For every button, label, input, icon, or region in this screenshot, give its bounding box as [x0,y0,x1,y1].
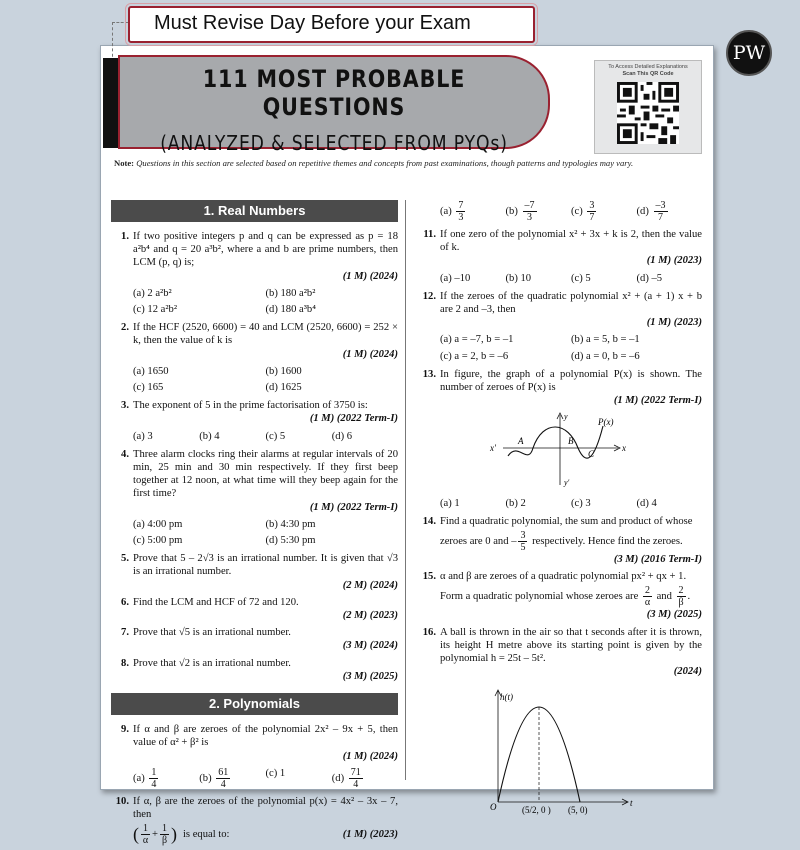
conjunction: and [656,591,672,603]
option: (d) –5 [636,272,663,284]
question-text: If two positive integers p and q can be expressed as p = 18 a²b⁴ and q = 20 a³b², where a and b are prime numbers, then LCM (p, q) is; [133,231,398,269]
t-axis-label: t [630,798,633,809]
question-number: 2. [121,322,129,334]
question-text: Find the LCM and HCF of 72 and 120. [133,596,299,608]
fraction [677,585,686,608]
question-number: 10. [115,795,129,807]
option: (c) 5:00 pm [133,535,183,547]
option: (b) 1600 [265,365,302,377]
x-label: x [622,443,626,454]
marks: (3 M) (2016 Term-I) [613,554,702,566]
marks: (1 M) (2023) [342,829,398,840]
question [111,723,398,763]
question-number: 6. [121,596,129,608]
question-text: Prove that √5 is an irrational number. [133,627,291,639]
fraction [216,767,230,790]
note-text: Questions in this section are selected based on repetitive themes and concepts from past examinations, though patterns and typologies may vary. [136,158,634,168]
question [111,230,398,283]
question [418,228,702,268]
marks: (1 M) (2023) [646,255,702,267]
option: (b) 4 [199,430,220,442]
fraction [141,823,150,846]
denominator: α [644,597,651,609]
denominator: 7 [658,212,664,223]
option: (d) 6 [331,430,353,442]
tagline: Must Revise Day Before your Exam [154,12,471,34]
option-label: (b) [199,772,212,784]
note [114,158,714,168]
marks: (1 M) (2024) [342,270,398,282]
point-a-label: A [518,436,524,447]
question-text: The exponent of 5 in the prime factorisation of 3750 is: [133,400,368,412]
qr-caption-2: Scan This QR Code [622,71,674,77]
option: (a) –10 [440,272,471,284]
paren-close: ) [170,824,177,844]
numerator: 1 [151,766,157,778]
denominator: 5 [520,542,526,554]
question-text: zeroes are 0 and [440,535,509,547]
denominator: 7 [589,212,595,223]
minus-sign: – [511,535,517,547]
option-label: (d) [636,205,649,217]
question [418,290,702,330]
question-number: 15. [422,571,436,583]
option-label: (b) [505,205,518,217]
marks: (1 M) (2022 Term-I) [309,501,398,513]
question [111,552,398,592]
denominator: 4 [220,778,226,790]
projectile-graph [418,682,702,814]
polynomial-graph [418,411,702,489]
question-text: Three alarm clocks ring their alarms at regular intervals of 20 min, 25 min and 30 min respectively. If they first beep together at 12 noon, at what time will they beep again for the first time? [133,448,398,500]
options [133,430,398,443]
option [571,200,637,223]
qr-caption: To Access Detailed Explanations [608,64,688,70]
denominator: β [161,835,168,847]
question [111,657,398,683]
page-subtitle: (ANALYZED & SELECTED FROM PYQs) [160,131,508,155]
option: (a) 1650 [133,365,169,377]
question-number: 7. [121,627,129,639]
option: (d) 1625 [265,382,302,394]
fraction [149,767,158,790]
question [111,626,398,652]
numerator: –3 [655,200,666,211]
question-text: In figure, the graph of a polynomial P(x) is shown. The number of zeroes of P(x) is [440,368,702,394]
option: (c) 3 [571,497,591,509]
question-number: 9. [121,724,129,736]
marks: (2 M) (2024) [342,579,398,591]
question [418,626,702,679]
option: (a) 2 a²b² [133,287,172,299]
marks: (1 M) (2022 Term-I) [613,395,702,407]
option: (b) 4:30 pm [265,518,316,530]
section-heading: 2. Polynomials [111,693,398,715]
marks: (2024) [673,666,702,678]
denominator: 4 [353,778,359,790]
numerator: 7 [458,200,464,211]
question-text: If α, β are the zeroes of the polynomial p(x) = 4x² – 3x – 7, then [133,795,398,820]
fraction [643,585,652,608]
denominator: 3 [527,212,533,223]
fraction [160,823,169,846]
option: (a) 1 [440,497,460,509]
marks: (1 M) (2024) [342,750,398,762]
numerator: 2 [678,585,684,597]
question [111,448,398,514]
question: 15. α and β are zeroes of a quadratic polynomial px² + qx + 1. Form a quadratic polynomial whose zeroes are $\frac{2}{\alpha}$ and $\frac{2}{\beta}$ . (3 M) (2025) [418,570,702,621]
marks: (3 M) (2025) [342,670,398,682]
options [440,333,702,362]
left-column [111,200,398,850]
options [440,497,702,510]
option: (c) 5 [571,272,591,284]
option: (c) 12 a²b² [133,304,177,316]
numerator: 1 [161,823,167,835]
h-axis-label: h(t) [500,692,513,703]
marks: (2 M) (2023) [342,610,398,622]
option: (d) 4 [636,497,657,509]
x-prime-label: x′ [490,443,496,454]
numerator: 3 [520,530,526,542]
numerator: 3 [589,200,595,211]
question-text: α and β are zeroes of a quadratic polynomial px² + qx + 1. [440,571,687,583]
option: (b) a = 5, b = –1 [571,334,640,346]
marks: (1 M) (2023) [646,317,702,329]
marks: (1 M) (2022 Term-I) [309,413,398,425]
options [440,272,702,285]
options [133,767,398,790]
question-text: If one zero of the polynomial x² + 3x + k is 2, then the value of k. [440,229,702,254]
numerator: 2 [644,585,650,597]
numerator: 71 [350,766,361,778]
fraction [654,200,668,223]
option: (c) a = 2, b = –6 [440,350,509,362]
question-text: respectively. Hence find the zeroes. [532,535,683,547]
question [418,515,702,566]
question-number: 5. [121,553,129,565]
option: (a) a = –7, b = –1 [440,334,514,346]
question-number: 14. [422,515,436,527]
curve-label: P(x) [598,417,614,428]
fraction [523,200,537,223]
question [111,596,398,622]
question-text: Find a quadratic polynomial, the sum and product of whose [440,515,693,527]
question-text: Form a quadratic polynomial whose zeroes are [440,591,639,603]
option [440,200,506,223]
paren-open: ( [133,824,139,844]
question-text: If α and β are zeroes of the polynomial 2x² – 9x + 5, then value of α² + β² is [133,724,398,749]
option: (b) 10 [505,272,532,284]
option [199,767,265,790]
qr-panel[interactable] [594,60,702,154]
question [418,368,702,408]
numerator: –7 [524,200,535,211]
fraction [349,767,363,790]
connector-line [112,22,113,62]
marks: (3 M) (2025) [646,609,702,621]
question-number: 8. [121,657,129,669]
page-title: 111 MOST PROBABLE QUESTIONS [202,65,466,121]
option-label: (d) [331,772,345,784]
option [133,767,199,790]
numerator: 1 [143,823,148,835]
option: (b) 2 [505,497,526,509]
option-label: (a) [440,205,452,217]
fraction [587,200,596,223]
question-number: 3. [121,400,129,412]
question: 10. If α, β are the zeroes of the polynomial p(x) = 4x² – 3x – 7, then ( $\frac{1}{\alpha}$ + $\frac{1}{\beta}$ ) is equal to: (1 M) (2023) [111,795,398,846]
note-label: Note: [114,158,135,168]
origin-label: O [490,802,497,813]
brand-logo: PW [726,30,772,76]
question-number: 12. [422,290,436,302]
marks: (3 M) (2024) [342,640,398,652]
denominator: β [678,597,684,609]
right-column [418,200,702,819]
point-label: (5/2, 0 ) [522,805,551,816]
options [133,287,398,316]
question [111,399,398,425]
question [111,321,398,361]
y-label: y [564,412,568,422]
denominator: 4 [151,778,157,790]
options [440,200,702,223]
option [332,767,398,790]
question-number: 4. [121,448,129,460]
fraction [456,200,465,223]
section-heading: 1. Real Numbers [111,200,398,222]
option: (c) 165 [133,382,164,394]
denominator: α [142,835,149,847]
option: (d) 180 a³b⁴ [265,304,316,316]
question-number: 13. [422,368,436,380]
question-text: If the zeroes of the quadratic polynomial x² + (a + 1) x + b are 2 and –3, then [440,290,702,316]
option [637,200,703,223]
column-divider [405,200,406,780]
option: (d) a = 0, b = –6 [571,350,640,362]
option: (d) 5:30 pm [265,535,316,547]
denominator: 3 [458,212,464,223]
question-text: Prove that √2 is an irrational number. [133,657,291,669]
question-text: Prove that 5 – 2√3 is an irrational number. It is given that √3 is an irrational number. [133,553,398,578]
title-banner [118,55,550,155]
option: (b) 180 a²b² [265,287,316,299]
option: (a) 4:00 pm [133,518,183,530]
option-label: (c) [571,205,583,217]
y-prime-label: y′ [564,478,570,488]
question-text: If the HCF (2520, 6600) = 40 and LCM (2520, 6600) = 252 × k, then the value of k is [133,322,398,347]
tagline-banner [128,6,535,43]
option-label: (a) [133,772,145,784]
question-text: is equal to: [182,829,230,840]
option: (c) 1 [265,767,286,779]
question-number: 16. [422,626,436,638]
qr-code-icon[interactable] [617,82,679,144]
marks: (1 M) (2024) [342,348,398,360]
question-number: 11. [423,229,436,240]
question-text: A ball is thrown in the air so that t seconds after it is thrown, its height H metre above its starting point is given by the polynomial h = 25t – 5t². [440,626,702,665]
point-c-label: C [588,449,595,460]
fraction [518,530,527,553]
numerator: 61 [218,766,229,778]
connector-line [112,22,128,23]
option: (c) 5 [265,430,286,442]
point-label: (5, 0) [568,805,588,816]
option [506,200,572,223]
options [133,365,398,394]
options [133,518,398,547]
option: (a) 3 [133,430,153,442]
question-number: 1. [121,231,129,242]
point-b-label: B [568,436,574,447]
